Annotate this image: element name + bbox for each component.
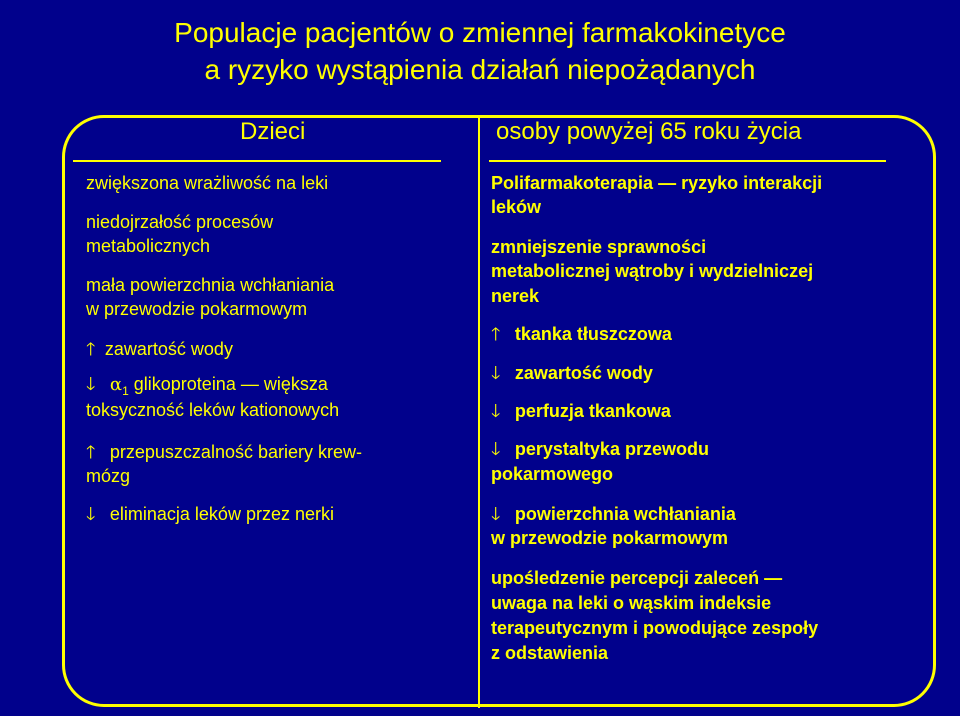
list-item: terapeutycznym i powodujące zespoły bbox=[491, 618, 819, 638]
arrow-up-icon: 🡑 bbox=[86, 339, 96, 359]
list-item: uwaga na leki o wąskim indeksie bbox=[491, 593, 772, 613]
list-item: w przewodzie pokarmowym bbox=[86, 299, 308, 319]
list-item: zwiększona wrażliwość na leki bbox=[86, 173, 329, 193]
arrow-down-icon: 🡓 bbox=[86, 374, 96, 394]
list-item: 🡓 zawartość wody bbox=[491, 361, 653, 386]
arrow-down-icon: 🡓 bbox=[491, 504, 501, 524]
list-item: toksyczność leków kationowych bbox=[86, 400, 340, 420]
list-item: 🡑 tkanka tłuszczowa bbox=[491, 322, 672, 347]
title-line-2: a ryzyko wystąpienia działań niepożądanych bbox=[204, 54, 756, 85]
list-item: leków bbox=[491, 197, 542, 217]
list-item: 🡑 przepuszczalność bariery krew- bbox=[86, 440, 362, 465]
header-rule-left bbox=[73, 160, 441, 162]
list-item: upośledzenie percepcji zaleceń — bbox=[491, 568, 783, 588]
header-children: Dzieci bbox=[240, 118, 306, 145]
list-item: nerek bbox=[491, 286, 540, 306]
header-elderly: osoby powyżej 65 roku życia bbox=[496, 118, 802, 145]
arrow-up-icon: 🡑 bbox=[86, 442, 96, 462]
list-item: zmniejszenie sprawności bbox=[491, 237, 707, 257]
list-item: 🡑 zawartość wody bbox=[86, 337, 233, 362]
alpha-subscript: 1 bbox=[122, 384, 129, 398]
list-item: 🡓 perystaltyka przewodu bbox=[491, 437, 709, 462]
arrow-down-icon: 🡓 bbox=[86, 504, 96, 524]
list-item: w przewodzie pokarmowym bbox=[491, 528, 729, 548]
list-item: metabolicznej wątroby i wydzielniczej bbox=[491, 261, 814, 281]
list-item: pokarmowego bbox=[491, 464, 614, 484]
alpha-symbol: α bbox=[109, 374, 123, 395]
column-divider bbox=[478, 118, 480, 708]
list-item: 🡓 perfuzja tkankowa bbox=[491, 399, 671, 424]
list-item: mózg bbox=[86, 466, 131, 486]
list-item: 🡓 powierzchnia wchłaniania bbox=[491, 502, 736, 527]
list-item: metabolicznych bbox=[86, 236, 211, 256]
list-item: Polifarmakoterapia — ryzyko interakcji bbox=[491, 173, 823, 193]
list-item: 🡓 $\alpha_1$ glikoproteina — większa bbox=[86, 374, 328, 398]
arrow-down-icon: 🡓 bbox=[491, 401, 501, 421]
list-item: mała powierzchnia wchłaniania bbox=[86, 275, 335, 295]
list-item: 🡓 eliminacja leków przez nerki bbox=[86, 502, 334, 527]
arrow-down-icon: 🡓 bbox=[491, 363, 501, 383]
list-item: niedojrzałość procesów bbox=[86, 212, 274, 232]
header-rule-right bbox=[489, 160, 886, 162]
title-line-1: Populacje pacjentów o zmiennej farmakokinetyce bbox=[174, 17, 786, 48]
list-item: z odstawienia bbox=[491, 643, 609, 663]
arrow-down-icon: 🡓 bbox=[491, 439, 501, 459]
arrow-up-icon: 🡑 bbox=[491, 324, 501, 344]
